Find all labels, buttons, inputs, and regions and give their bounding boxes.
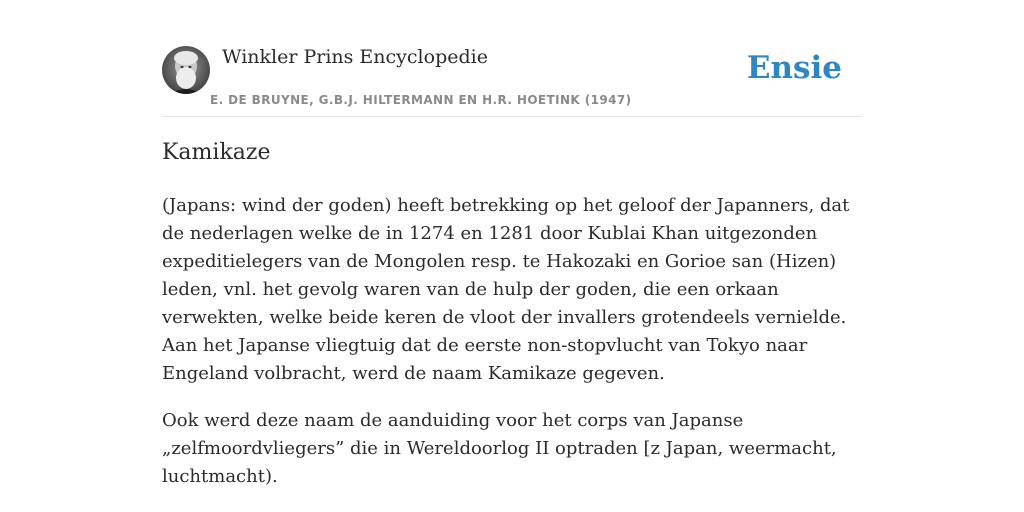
article-paragraph: (Japans: wind der goden) heeft betrekking op het geloof der Japanners, dat de nederlagen welke de in 1274 en 1281 door Kublai Khan uitgezonden expeditielegers van de Mongolen resp. te Hakozaki en Gorioe san (Hizen) leden, vnl. het gevolg waren van de hulp der goden, die een orkaan verwekten, welke beide keren de vloot der invallers grotendeels vernielde. Aan het Japanse vliegtuig dat de eerste non-stopvlucht van Tokyo naar Engeland volbracht, werd de naam Kamikaze gegeven. bbox=[162, 195, 850, 384]
author-avatar[interactable] bbox=[162, 46, 210, 94]
ensie-logo[interactable]: Ensie bbox=[746, 50, 842, 86]
source-title[interactable]: Winkler Prins Encyclopedie bbox=[222, 46, 488, 68]
article-title: Kamikaze bbox=[162, 140, 271, 165]
source-authors: E. DE BRUYNE, G.B.J. HILTERMANN EN H.R. HOETINK (1947) bbox=[210, 93, 632, 107]
article-body bbox=[162, 192, 862, 510]
source-header bbox=[162, 0, 862, 117]
article-paragraph: Ook werd deze naam de aanduiding voor het corps van Japanse „zelfmoordvliegers” die in Wereldoorlog II optraden [z Japan, weermacht, luchtmacht). bbox=[162, 410, 837, 487]
portrait-image bbox=[162, 46, 210, 94]
